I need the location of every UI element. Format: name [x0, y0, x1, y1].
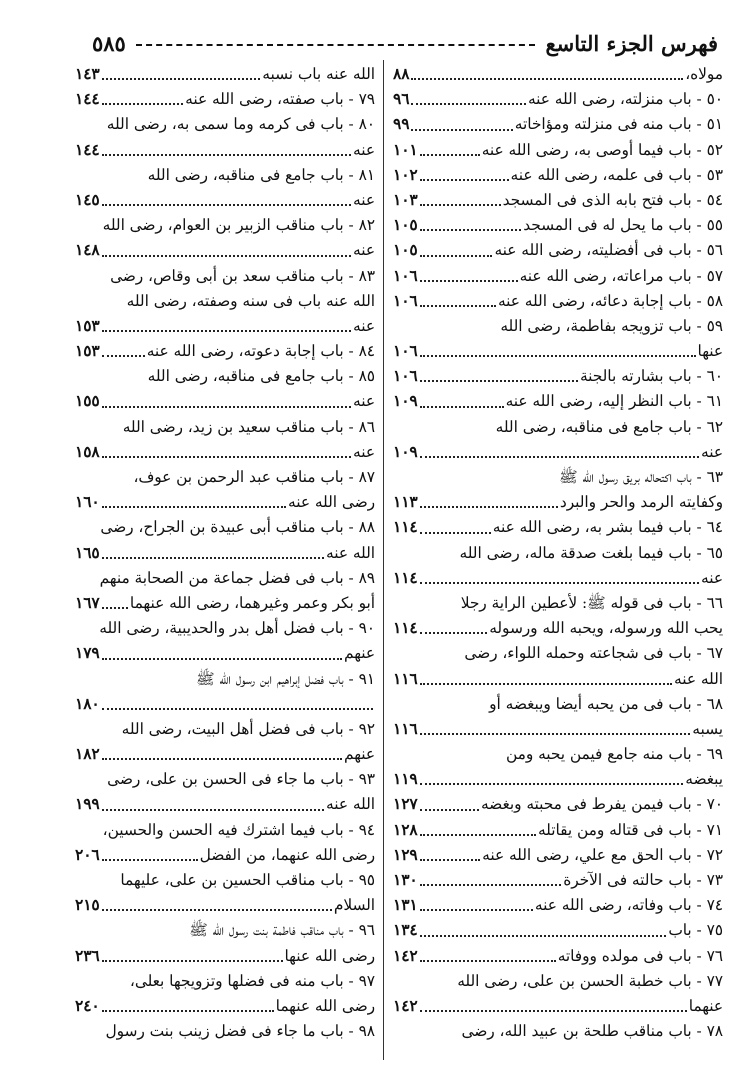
entry-page-number: ٢٠٦: [75, 845, 100, 864]
entry-text: ٥٩ - باب تزويجه بفاطمة، رضى الله: [500, 316, 723, 335]
entry-text: ٧٩ - باب صفته، رضى الله عنه: [185, 90, 375, 109]
entry-text: ٥٦ - باب فى أفضليته، رضى الله عنه: [494, 241, 723, 260]
index-entry-line: [75, 818, 375, 843]
index-entry-line: [75, 616, 375, 641]
index-entry-line: [75, 792, 375, 817]
dot-leader: [102, 238, 351, 256]
index-entry-line: [393, 440, 723, 465]
dot-leader: [102, 944, 283, 962]
index-entry-line: [393, 843, 723, 868]
index-entry-line: [393, 641, 723, 666]
entry-text: ٨٦ - باب مناقب سعيد بن زيد، رضى الله: [122, 417, 375, 436]
index-entry-line: [75, 515, 375, 540]
entry-text: أبو بكر وعمر وغيرهما، رضى الله عنهما: [129, 593, 375, 612]
dot-leader: [420, 238, 493, 256]
dot-leader: [420, 792, 479, 810]
entry-text: ٧٣ - باب حالته فى الآخرة: [563, 871, 723, 889]
index-entry-line: [393, 541, 723, 566]
index-entry-line: [393, 767, 723, 792]
index-entry-line: [75, 490, 375, 515]
dot-leader: [102, 314, 351, 332]
dot-leader: [102, 692, 373, 710]
index-entry-line: [393, 616, 723, 641]
index-entry-line: [75, 591, 375, 616]
entry-text: ٧٢ - باب الحق مع علي، رضى الله عنه: [482, 845, 723, 864]
dot-leader: [102, 62, 261, 80]
index-entry-line: [393, 465, 723, 490]
entry-page-number: ١٤٢: [393, 996, 418, 1015]
entry-page-number: ١٢٩: [393, 845, 418, 864]
dot-leader: [411, 62, 683, 80]
index-entry-line: [393, 918, 723, 943]
index-entry-line: [75, 264, 375, 289]
entry-text: ٥٣ - باب فى علمه، رضى الله عنه: [510, 165, 723, 184]
entry-page-number: ١٦٧: [75, 593, 100, 612]
entry-page-number: ٢٤٠: [75, 996, 100, 1015]
dot-leader: [102, 87, 184, 105]
entry-text: ٥٧ - باب مراعاته، رضى الله عنه: [519, 266, 723, 285]
dot-leader: [102, 188, 351, 206]
index-entry-line: [393, 490, 723, 515]
index-entry-line: [75, 415, 375, 440]
entry-page-number: ١١٦: [393, 669, 418, 688]
index-entry-line: [75, 944, 375, 969]
index-entry-line: [393, 969, 723, 994]
entry-text: ٨٩ - باب فى فضل جماعة من الصحابة منهم: [99, 568, 375, 587]
entry-text: ٩١ - باب فضل إبراهيم ابن رسول الله ﷺ: [196, 669, 375, 688]
entry-text: ٦٣ - باب اكتحاله بريق رسول الله ﷺ: [559, 468, 723, 486]
dot-leader: [420, 767, 684, 785]
dot-leader: [420, 389, 504, 407]
dot-leader: [102, 641, 342, 659]
entry-page-number: ١٨٠: [75, 694, 100, 713]
entry-text: عنه: [701, 442, 723, 461]
index-entry-line: [393, 667, 723, 692]
index-entry-line: [393, 717, 723, 742]
entry-page-number: ١٢٨: [393, 820, 418, 839]
index-entry-line: [75, 667, 375, 692]
entry-text: عنه: [353, 316, 375, 335]
entry-text: ٩٢ - باب فى فضل أهل البيت، رضى الله: [121, 719, 375, 738]
entry-text: ٦٤ - باب فيما بشر به، رضى الله عنه: [492, 518, 723, 537]
dot-leader: [420, 566, 699, 584]
dot-leader: [420, 188, 501, 206]
entry-text: ٦٥ - باب فيما بلغت صدقة ماله، رضى الله: [459, 543, 723, 562]
index-entry-line: [393, 314, 723, 339]
dot-leader: [420, 717, 691, 735]
entry-page-number: ١٥٣: [75, 342, 100, 361]
entry-page-number: ١٥٥: [75, 392, 100, 411]
index-entry-line: [393, 893, 723, 918]
entry-page-number: ١٤٣: [75, 65, 100, 83]
dot-leader: [420, 490, 558, 508]
dot-leader: [420, 138, 480, 156]
dot-leader: [420, 918, 667, 936]
index-entry-line: [393, 692, 723, 717]
dot-leader: [420, 868, 562, 886]
index-entry-line: [75, 1019, 375, 1044]
entry-page-number: ١١٤: [393, 619, 418, 638]
entry-text: رضى الله عنه: [288, 493, 375, 512]
entry-page-number: ١٤٢: [393, 946, 418, 965]
entry-text: ٦٢ - باب جامع فى مناقبه، رضى الله: [495, 417, 723, 436]
index-entry-line: [393, 87, 723, 112]
entry-page-number: ١٠٦: [393, 342, 418, 361]
dot-leader: [420, 667, 672, 685]
dot-leader: [102, 440, 351, 458]
entry-text: ٩٠ - باب فضل أهل بدر والحديبية، رضى الله: [99, 619, 375, 638]
index-entry-line: [393, 364, 723, 389]
dot-leader: [102, 994, 274, 1012]
entry-page-number: ١١٤: [393, 518, 418, 537]
index-entry-line: [393, 112, 723, 137]
entry-text: عنه: [353, 392, 375, 411]
entry-text: عنهما: [688, 996, 723, 1015]
entry-text: الله عنه: [326, 795, 375, 814]
entry-text: ٧٧ - باب خطبة الحسن بن على، رضى الله: [457, 971, 723, 990]
index-entry-line: [75, 112, 375, 137]
entry-text: ٨٥ - باب جامع فى مناقبه، رضى الله: [147, 367, 375, 386]
entry-text: ٥٥ - باب ما يحل له فى المسجد: [523, 216, 723, 235]
index-entry-line: [75, 918, 375, 943]
entry-page-number: ١٤٤: [75, 140, 100, 159]
dot-leader: [102, 893, 332, 911]
entry-text: عنهم: [344, 644, 375, 663]
entry-text: ٧٦ - باب فى مولده ووفاته: [557, 946, 723, 965]
dot-leader: [102, 339, 145, 357]
entry-text: ٩٣ - باب ما جاء فى الحسن بن على، رضى: [107, 770, 375, 789]
entry-page-number: ١٩٩: [75, 795, 100, 814]
entry-page-number: ١٠٦: [393, 367, 418, 386]
index-entry-line: [393, 1019, 723, 1044]
entry-text: ٨٧ - باب مناقب عبد الرحمن بن عوف،: [133, 468, 375, 486]
index-entry-line: [75, 566, 375, 591]
dot-leader: [420, 289, 496, 307]
entry-text: ٨٨ - باب مناقب أبى عبيدة بن الجراح، رضى: [100, 518, 375, 537]
dot-leader: [102, 490, 286, 508]
entry-text: ٧٥ - باب: [668, 921, 723, 940]
entry-text: ٧٠ - باب فيمن يفرط فى محبته وبغضه: [480, 795, 723, 814]
entry-text: السلام: [333, 896, 375, 915]
index-entry-line: [393, 818, 723, 843]
entry-text: عنه: [353, 140, 375, 159]
index-entry-line: [393, 515, 723, 540]
dot-leader: [102, 792, 324, 810]
entry-text: عنهم: [344, 745, 375, 764]
dot-leader: [420, 440, 699, 458]
index-entry-line: [75, 389, 375, 414]
entry-page-number: ٢٣٦: [75, 946, 100, 965]
dot-leader: [420, 843, 481, 861]
index-entry-line: [75, 314, 375, 339]
entry-text: يحب الله ورسوله، ويحبه الله ورسوله: [489, 619, 723, 638]
entry-text: رضى الله عنهما، من الفضل: [199, 845, 375, 864]
index-entry-line: [75, 717, 375, 742]
entry-text: ٩٤ - باب فيما اشترك فيه الحسن والحسين،: [102, 820, 375, 839]
entry-text: مولاه،: [685, 65, 723, 83]
index-entry-line: [75, 339, 375, 364]
entry-text: عنه: [701, 568, 723, 587]
entry-page-number: ١٤٨: [75, 241, 100, 260]
entry-text: ٨٠ - باب فى كرمه وما سمى به، رضى الله: [106, 115, 375, 134]
index-entry-line: [393, 138, 723, 163]
index-entry-line: [393, 213, 723, 238]
column-divider: [383, 60, 384, 1060]
dot-leader: [420, 818, 536, 836]
dot-leader: [420, 163, 509, 181]
index-entry-line: [393, 289, 723, 314]
dot-leader: [420, 213, 522, 231]
index-entry-line: [75, 213, 375, 238]
entry-text: ٦٨ - باب فى من يحبه أيضا ويبغضه أو: [489, 694, 723, 713]
dot-leader: [411, 112, 512, 130]
index-entry-line: [75, 440, 375, 465]
index-entry-line: [393, 339, 723, 364]
entry-text: ٧٤ - باب وفاته، رضى الله عنه: [534, 896, 723, 915]
entry-page-number: ٨٨: [393, 65, 410, 83]
dot-leader: [420, 364, 578, 382]
entry-page-number: ١٦٠: [75, 493, 100, 512]
entry-text: يبغضه: [685, 770, 723, 789]
entry-page-number: ٩٩: [393, 115, 410, 134]
left-column: [75, 62, 375, 1044]
index-entry-line: [393, 188, 723, 213]
dot-leader: [420, 994, 687, 1012]
index-entry-line: [75, 692, 375, 717]
entry-page-number: ١٠٥: [393, 241, 418, 260]
entry-text: الله عنه باب فى سنه وصفته، رضى الله: [126, 291, 375, 310]
index-entry-line: [393, 792, 723, 817]
index-entry-line: [75, 364, 375, 389]
index-entry-line: [75, 969, 375, 994]
dot-leader: [420, 339, 696, 357]
entry-text: ٨٣ - باب مناقب سعد بن أبى وقاص، رضى: [110, 266, 375, 285]
dot-leader: [420, 944, 556, 962]
entry-text: رضى الله عنهما: [275, 996, 375, 1015]
entry-page-number: ١٨٢: [75, 745, 100, 764]
index-entry-line: [393, 944, 723, 969]
entry-page-number: ١٠٦: [393, 291, 418, 310]
entry-text: ٧١ - باب فى قتاله ومن يقاتله: [537, 820, 723, 839]
entry-text: ٦١ - باب النظر إليه، رضى الله عنه: [505, 392, 723, 411]
entry-text: عنه: [353, 190, 375, 209]
header-rule: [136, 44, 536, 46]
entry-text: ٥٢ - باب فيما أوصى به، رضى الله عنه: [481, 140, 723, 159]
entry-page-number: ١١٩: [393, 770, 418, 789]
entry-text: الله عنه: [674, 669, 723, 688]
index-entry-line: [75, 893, 375, 918]
index-entry-line: [393, 238, 723, 263]
index-entry-line: [75, 188, 375, 213]
index-entry-line: [393, 868, 723, 893]
dot-leader: [102, 742, 342, 760]
index-entry-line: [393, 415, 723, 440]
index-entry-line: [75, 465, 375, 490]
entry-text: ٥١ - باب منه فى منزلته ومؤاخاته: [514, 115, 723, 134]
entry-text: ٨٢ - باب مناقب الزبير بن العوام، رضى الله: [102, 216, 375, 235]
entry-page-number: ١١٤: [393, 568, 418, 587]
entry-page-number: ١٠٢: [393, 165, 418, 184]
entry-page-number: ١٧٩: [75, 644, 100, 663]
entry-page-number: ١٤٤: [75, 90, 100, 109]
entry-page-number: ١٠٦: [393, 266, 418, 285]
index-entry-line: [75, 87, 375, 112]
index-entry-line: [75, 843, 375, 868]
entry-page-number: ١٤٥: [75, 190, 100, 209]
dot-leader: [420, 264, 518, 282]
entry-text: ٧٨ - باب مناقب طلحة بن عبيد الله، رضى: [461, 1022, 723, 1041]
dot-leader: [102, 591, 128, 609]
entry-text: عنه: [353, 241, 375, 260]
entry-text: ٦٧ - باب فى شجاعته وحمله اللواء، رضى: [464, 644, 723, 663]
entry-text: ٨١ - باب جامع فى مناقبه، رضى الله: [147, 165, 375, 184]
index-entry-line: [75, 163, 375, 188]
entry-page-number: ١٥٣: [75, 316, 100, 335]
index-entry-line: [75, 868, 375, 893]
index-entry-line: [75, 767, 375, 792]
entry-page-number: ١٠١: [393, 140, 418, 159]
index-entry-line: [75, 541, 375, 566]
dot-leader: [411, 87, 526, 105]
index-entry-line: [75, 641, 375, 666]
entry-text: ٩٨ - باب ما جاء فى فضل زينب بنت رسول: [105, 1022, 375, 1041]
entry-page-number: ١٠٩: [393, 392, 418, 411]
index-entry-line: [393, 994, 723, 1019]
entry-text: رضى الله عنها: [284, 946, 375, 965]
entry-page-number: ١٥٨: [75, 442, 100, 461]
dot-leader: [420, 515, 491, 533]
dot-leader: [102, 138, 351, 156]
entry-page-number: ١١٣: [393, 493, 418, 512]
entry-text: عنه: [353, 442, 375, 461]
entry-page-number: ١٢٧: [393, 795, 418, 814]
index-entry-line: [393, 389, 723, 414]
page-header: [92, 28, 718, 58]
entry-page-number: ١٦٥: [75, 543, 100, 562]
page-number: ٥٨٥: [92, 30, 126, 56]
entry-page-number: ١٠٩: [393, 442, 418, 461]
index-entry-line: [75, 994, 375, 1019]
entry-page-number: ١٣٠: [393, 871, 418, 889]
index-entry-line: [75, 138, 375, 163]
index-entry-line: [393, 163, 723, 188]
entry-page-number: ١٣١: [393, 896, 418, 915]
index-entry-line: [75, 289, 375, 314]
entry-text: ٦٩ - باب منه جامع فيمن يحبه ومن: [505, 745, 723, 764]
index-entry-line: [393, 591, 723, 616]
entry-text: الله عنه باب نسبه: [262, 65, 375, 83]
entry-page-number: ١١٦: [393, 719, 418, 738]
dot-leader: [102, 541, 324, 559]
index-entry-line: [393, 742, 723, 767]
entry-page-number: ١٠٥: [393, 216, 418, 235]
index-entry-line: [75, 238, 375, 263]
index-entry-line: [75, 62, 375, 87]
dot-leader: [102, 389, 351, 407]
entry-text: ٩٧ - باب منه فى فضلها وتزويجها بعلى،: [129, 971, 375, 990]
dot-leader: [420, 893, 533, 911]
index-entry-line: [393, 264, 723, 289]
entry-text: ٦٠ - باب بشارته بالجنة: [579, 367, 723, 386]
entry-text: ٩٦ - باب مناقب فاطمة بنت رسول الله ﷺ: [189, 921, 375, 940]
entry-page-number: ٢١٥: [75, 896, 100, 915]
entry-text: وكفايته الرمد والحر والبرد: [559, 493, 723, 512]
entry-text: ٦٦ - باب فى قوله ﷺ: لأعطين الراية رجلا: [460, 593, 723, 612]
entry-page-number: ٩٦: [393, 90, 410, 109]
entry-text: ٩٥ - باب مناقب الحسين بن على، عليهما: [120, 871, 375, 889]
entry-text: ٥٠ - باب منزلته، رضى الله عنه: [527, 90, 723, 109]
dot-leader: [102, 843, 198, 861]
dot-leader: [420, 616, 488, 634]
index-entry-line: [393, 62, 723, 87]
entry-text: ٥٤ - باب فتح بابه الذى فى المسجد: [502, 190, 723, 209]
index-entry-line: [75, 742, 375, 767]
index-entry-line: [393, 566, 723, 591]
entry-text: يسبه: [692, 719, 723, 738]
entry-text: ٥٨ - باب إجابة دعائه، رضى الله عنه: [497, 291, 723, 310]
entry-text: الله عنه: [326, 543, 375, 562]
entry-text: ٨٤ - باب إجابة دعوته، رضى الله عنه: [146, 342, 375, 361]
entry-text: عنها: [697, 342, 723, 361]
page-title: فهرس الجزء التاسع: [545, 30, 718, 56]
right-column: [393, 62, 723, 1044]
entry-page-number: ١٠٣: [393, 190, 418, 209]
entry-page-number: ١٣٤: [393, 921, 418, 940]
